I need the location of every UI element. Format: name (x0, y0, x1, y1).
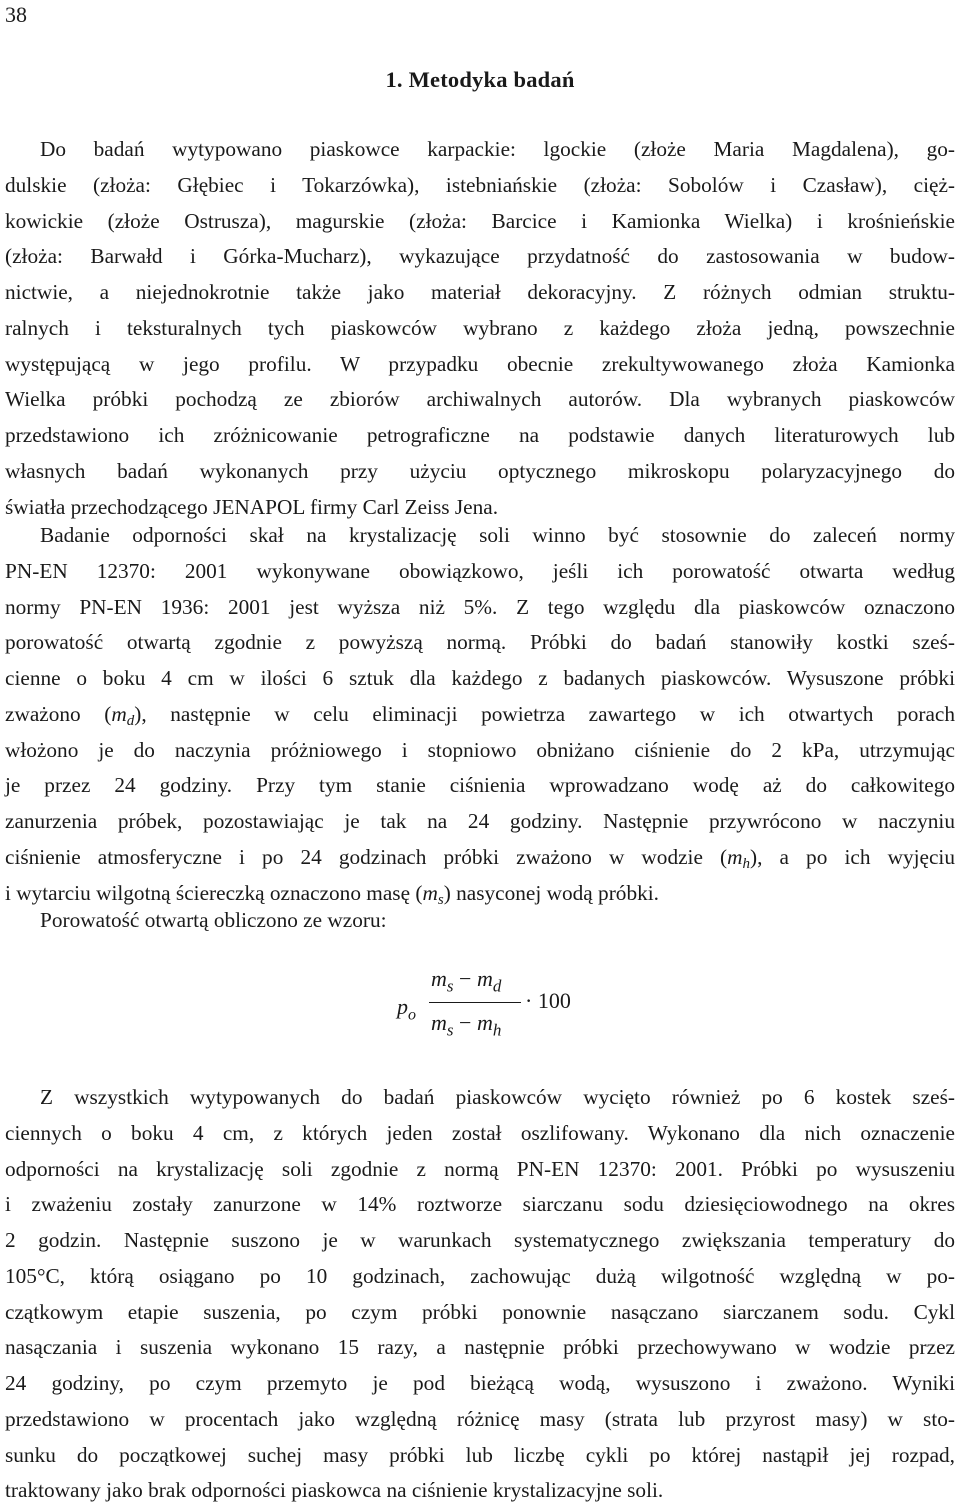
paragraph-3 (5, 903, 955, 939)
text-line: i zważeniu zostały zanurzone w 14% roztworze siarczanu sodu dziesięciowodnego na okres (5, 1192, 955, 1217)
text-line: traktowany jako brak odporności piaskowca na ciśnienie krystalizacyjne soli. (5, 1478, 664, 1503)
text-line: Do badań wytypowano piaskowce karpackie: lgockie (złoże Maria Magdalena), go- (40, 137, 955, 161)
text-line: występującą w jego profilu. W przypadku obecnie zrekultywowanego złoża Kamionka (5, 351, 955, 376)
text-line: światła przechodzącego JENAPOL firmy Carl Zeiss Jena. (5, 494, 499, 519)
text-line: dulskie (złoża: Głębiec i Tokarzówka), istebniańskie (złoża: Sobolów i Czasław), cięż- (5, 172, 955, 197)
formula-denominator: $m_s - m_h$ (431, 1010, 502, 1040)
text-line: porowatość otwartą zgodnie z powyższą normą. Próbki do badań stanowiły kostki sześ- (5, 630, 955, 655)
porosity-formula (395, 966, 595, 1048)
text-line: 24 godziny, po czym przemyto je pod bieżącą wodą, wysuszono i zważono. Wyniki (5, 1371, 955, 1395)
text-line: je przez 24 godziny. Przy tym stanie ciśnienia wprowadzano wodę aż do całkowitego (5, 773, 955, 798)
text-line: zważono $(m_d)$, następnie w celu eliminacji powietrza zawartego w ich otwartych porach (5, 701, 955, 729)
text-line: czątkowym etapie suszenia, po czym próbki ponownie nasączano siarczanem sodu. Cykl (5, 1299, 955, 1324)
text-line: (złoża: Barwałd i Górka-Mucharz), wykazujące przydatność do zastosowania w budow- (5, 244, 955, 269)
paragraph-1 (5, 132, 955, 525)
text-line: nictwie, a niejednokrotnie także jako materiał dekoracyjny. Z różnych odmian struktu- (5, 280, 955, 304)
fraction-bar (429, 1002, 521, 1003)
section-heading: 1. Metodyka badań (385, 67, 575, 92)
text-line: Badanie odporności skał na krystalizację soli winno być stosownie do zaleceń normy (40, 523, 955, 547)
text-line: własnych badań wykonanych przy użyciu optycznego mikroskopu polaryzacyjnego do (5, 458, 955, 483)
text-line: ralnych i teksturalnych tych piaskowców wybrano z każdego złoża jedną, powszechnie (5, 315, 955, 340)
text-line: nasączania i suszenia wykonano 15 razy, a następnie próbki przechowywano w wodzie przez (5, 1335, 955, 1360)
text-line: włożono je do naczynia próżniowego i stopniowo obniżano ciśnienie do 2 kPa, utrzymując (5, 737, 955, 762)
text-line: i wytarciu wilgotną ściereczką oznaczono masę $(m_s)$ nasyconej wodą próbki. (5, 880, 659, 908)
formula-numerator: $m_s - m_d$ (431, 966, 502, 996)
text-line: 105°C, którą osiągano po 10 godzinach, zachowując dużą wilgotność względną w po- (5, 1263, 955, 1288)
text-line: cienne o boku 4 cm w ilości 6 sztuk dla każdego z badanych piaskowców. Wysuszone próbki (5, 666, 955, 690)
text-line: normy PN-EN 1936: 2001 jest wyższa niż 5%. Z tego względu dla piaskowców oznaczono (5, 594, 955, 619)
formula-lhs: $p_o$ (397, 994, 416, 1024)
text-line: Z wszystkich wytypowanych do badań piaskowców wycięto również po 6 kostek sześ- (40, 1085, 955, 1109)
paragraph-2 (5, 518, 955, 911)
text-line: 2 godzin. Następnie suszono je w warunkach systematycznego zwiększania temperatury do (5, 1228, 955, 1252)
text-line: przedstawiono ich zróżnicowanie petrograficzne na podstawie danych literaturowych lub (5, 423, 955, 447)
text-line: ciśnienie atmosferyczne i po 24 godzinach próbki zważono w wodzie $(m_h)$, a po ich wyjęciu (5, 844, 955, 872)
text-line: ciennych o boku 4 cm, z których jeden został oszlifowany. Wykonano dla nich oznaczenie (5, 1120, 955, 1145)
formula-multiplier: · 100 (525, 988, 571, 1013)
text-line: zanurzenia próbek, pozostawiając je tak na 24 godziny. Następnie przywrócono w naczyniu (5, 809, 955, 833)
paragraph-4 (5, 1080, 955, 1509)
text-line: odporności na krystalizację soli zgodnie z normą PN-EN 12370: 2001. Próbki po wysuszeniu (5, 1156, 955, 1181)
text-line: Wielka próbki pochodzą ze zbiorów archiwalnych autorów. Dla wybranych piaskowców (5, 387, 955, 412)
page-number: 38 (5, 2, 27, 27)
text-line: sunku do początkowej suchej masy próbki lub liczbę cykli po której nastąpił jej rozpad, (5, 1442, 955, 1467)
text-line: kowickie (złoże Ostrusza), magurskie (złoża: Barcice i Kamionka Wielka) i krośnieńskie (5, 208, 955, 233)
text-line: Porowatość otwartą obliczono ze wzoru: (40, 908, 387, 932)
text-line: przedstawiono w procentach jako względną różnicę masy (strata lub przyrost masy) w sto- (5, 1406, 955, 1431)
text-line: PN-EN 12370: 2001 wykonywane obowiązkowo, jeśli ich porowatość otwarta według (5, 558, 955, 583)
